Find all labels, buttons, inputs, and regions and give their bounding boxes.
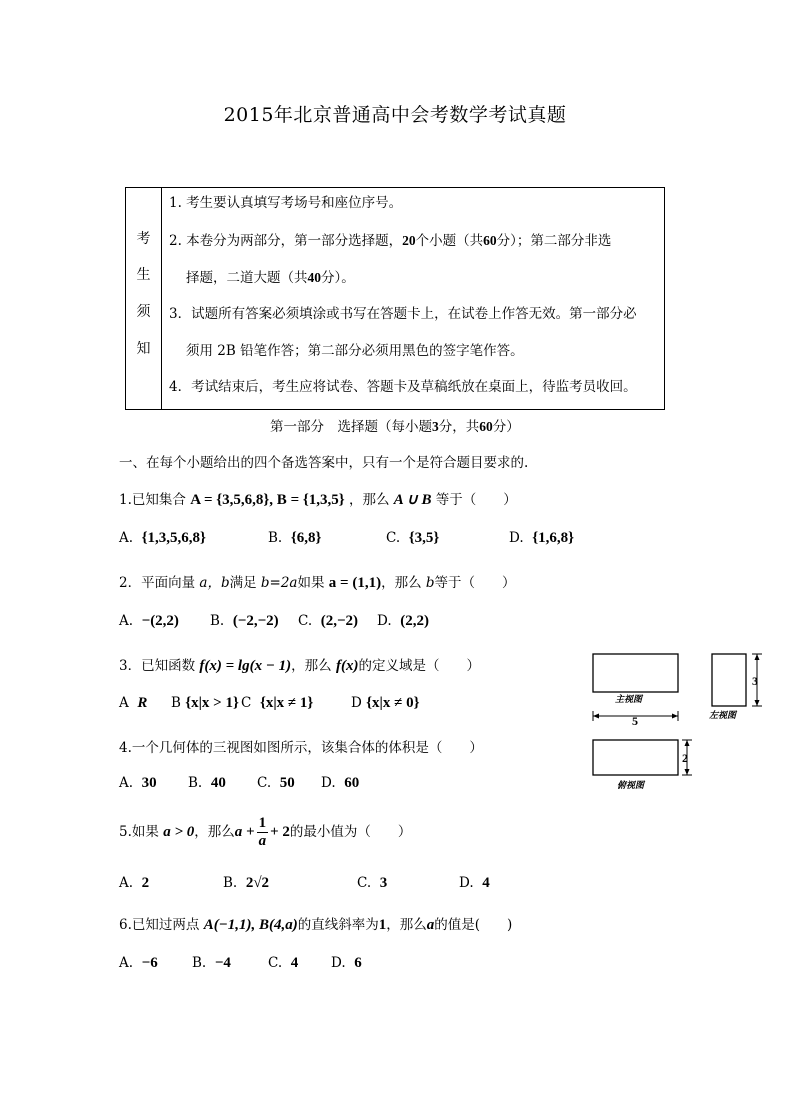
option (192, 955, 231, 972)
number: 20 (402, 233, 416, 248)
formula: a + (234, 824, 255, 840)
formula: b=2a (260, 575, 298, 591)
arrow-icon (755, 654, 760, 660)
question-5 (119, 815, 411, 850)
text: 等于（ ） (435, 492, 517, 508)
question-4: 4.一个几何体的三视图如图所示，该集合体的体积是（ ） (119, 740, 483, 756)
text: 的值是( ) (434, 917, 513, 933)
arrow-icon (685, 740, 690, 746)
option-label: D. (377, 613, 392, 629)
option (241, 695, 313, 712)
top-view-label: 俯视图 (617, 780, 645, 790)
option-value: 2 (141, 875, 150, 891)
side-view-rect (712, 654, 746, 706)
text: 2. 本卷分为两部分，第一部分选择题， (169, 233, 403, 249)
option (298, 613, 358, 630)
option-label: C. (268, 955, 283, 971)
option-label: C. (386, 530, 401, 546)
formula: a (426, 917, 435, 933)
number: 60 (479, 419, 493, 434)
option-label: A. (119, 775, 134, 791)
text: 如果 (297, 575, 325, 591)
formula: 1 (378, 917, 387, 933)
option-value: 40 (210, 775, 226, 791)
text: 第一部分 选择题（每小题 (270, 419, 432, 435)
option-value: {3,5} (408, 530, 440, 546)
text: 1.已知集合 (119, 492, 186, 508)
option (210, 613, 279, 630)
notice-item-2-cont (186, 266, 355, 286)
option-label: A. (119, 613, 134, 629)
option (377, 613, 429, 630)
notice-label-char: 知 (136, 341, 151, 357)
option-value: (−2,−2) (232, 613, 279, 629)
option-label: A. (119, 875, 134, 891)
option (331, 955, 362, 972)
formula: f(x) (335, 658, 359, 674)
option (268, 955, 298, 972)
option-label: D. (321, 775, 336, 791)
question-3 (119, 654, 480, 675)
text: 2．平面向量 (119, 575, 196, 591)
front-view-rect (593, 654, 678, 692)
section-instruction: 一、在每个小题给出的四个备选答案中，只有一个是符合题目要求的. (119, 455, 529, 471)
option-label: C. (298, 613, 313, 629)
text: 的最小值为（ ） (289, 824, 412, 840)
option-label: C. (357, 875, 372, 891)
formula: A(−1,1), B(4,a) (203, 917, 298, 933)
formula: A = {3,5,6,8}, B = {1,3,5} (190, 492, 345, 508)
option-label: B. (268, 530, 283, 546)
option (119, 955, 158, 972)
formula: b (425, 575, 435, 591)
option-value: {1,6,8} (532, 530, 575, 546)
text: 的定义域是（ ） (358, 658, 480, 674)
formula: A ∪ B (393, 492, 432, 508)
option-value: {x|x > 1} (185, 695, 239, 711)
notice-item-2 (169, 229, 611, 249)
notice-item-3-cont: 须用 2B 铅笔作答；第二部分必须用黑色的签字笔作答。 (186, 343, 524, 359)
option (119, 613, 179, 630)
arrow-icon (685, 769, 690, 775)
fraction-denominator: a (258, 833, 267, 849)
arrow-icon (755, 700, 760, 706)
formula: a = (1,1) (328, 575, 382, 591)
option (268, 530, 321, 547)
formula: + 2 (270, 824, 290, 840)
option-value: 3 (379, 875, 388, 891)
text: ，那么 (381, 575, 422, 591)
top-view-rect (593, 740, 678, 775)
question-1 (119, 488, 517, 509)
option-label: D (351, 695, 362, 711)
notice-label-char: 须 (136, 304, 151, 320)
arrow-icon (593, 714, 599, 719)
formula: a，b (199, 575, 230, 591)
text: ，那么 (386, 917, 427, 933)
text: ，那么 (194, 824, 235, 840)
width-dimension-label: 5 (632, 714, 638, 728)
option-value: (2,−2) (320, 613, 359, 629)
notice-label-column (126, 188, 162, 409)
option-label: B. (188, 775, 203, 791)
option (257, 775, 295, 792)
option-value: (2,2) (400, 613, 429, 629)
notice-label-char: 生 (136, 267, 151, 283)
option-value: −(2,2) (141, 613, 179, 629)
question-2 (119, 571, 516, 592)
option (119, 875, 149, 892)
option-value: 30 (141, 775, 157, 791)
text: 等于（ ） (434, 575, 516, 591)
text: ，那么 (348, 492, 390, 508)
option-value: {1,3,5,6,8} (141, 530, 206, 546)
option (119, 775, 157, 792)
number: 3 (432, 419, 439, 434)
option-value: 6 (354, 955, 362, 971)
text: 分） (492, 419, 520, 435)
option-value: R (137, 695, 148, 711)
option-value: {x|x ≠ 1} (259, 695, 314, 711)
text: 的直线斜率为 (297, 917, 379, 933)
option (357, 875, 387, 892)
formula: f(x) = lg(x − 1) (199, 658, 292, 674)
side-view-label: 左视图 (709, 710, 737, 720)
option-label: A. (119, 955, 134, 971)
notice-item-3: 3．试题所有答案必须填涂或书写在答题卡上，在试卷上作答无效。第一部分必 (169, 306, 637, 322)
option-label: A. (119, 530, 134, 546)
option-label: D. (509, 530, 524, 546)
option-label: D. (459, 875, 474, 891)
option (321, 775, 359, 792)
text: 5.如果 (119, 824, 159, 840)
option-label: A (119, 695, 129, 711)
height-dimension-label: 3 (752, 674, 758, 688)
fraction (257, 815, 269, 850)
option-value: −4 (214, 955, 231, 971)
option-value: 60 (344, 775, 360, 791)
option-label: B. (223, 875, 238, 891)
text: 3．已知函数 (119, 658, 196, 674)
option-value: 4 (290, 955, 299, 971)
text: 分）。 (321, 270, 355, 286)
option-value: −6 (141, 955, 158, 971)
option-label: D. (331, 955, 346, 971)
number: 60 (483, 233, 497, 248)
option (119, 530, 206, 547)
notice-label-char: 考 (136, 231, 151, 247)
notice-item-4: 4．考试结束后，考生应将试卷、答题卡及草稿纸放在桌面上，待监考员收回。 (169, 379, 637, 395)
option (509, 530, 574, 547)
option (351, 695, 419, 712)
option (119, 695, 147, 712)
section-heading (270, 415, 520, 435)
front-view-label: 主视图 (615, 694, 643, 704)
text: ，那么 (291, 658, 332, 674)
option (386, 530, 439, 547)
option (171, 695, 239, 712)
notice-item-1: 1. 考生要认真填写考场号和座位序号。 (169, 195, 403, 211)
notice-box (125, 187, 665, 410)
option-label: C (241, 695, 252, 711)
fraction-numerator: 1 (258, 815, 267, 831)
text: 个小题（共 (415, 233, 484, 249)
text: 满足 (229, 575, 257, 591)
three-view-figure (585, 648, 775, 798)
option-label: B (171, 695, 181, 711)
option (223, 875, 269, 892)
text: 择题，二道大题（共 (186, 270, 308, 286)
text: 分）；第二部分非选 (496, 233, 612, 249)
option-value: 4 (482, 875, 490, 891)
option (459, 875, 490, 892)
option-value: {x|x ≠ 0} (366, 695, 420, 711)
option-label: B. (210, 613, 225, 629)
text: 分，共 (438, 419, 480, 435)
formula: a > 0 (163, 824, 195, 840)
depth-dimension-label: 2 (682, 751, 688, 765)
option-label: B. (192, 955, 207, 971)
page-title: 2015年北京普通高中会考数学考试真题 (223, 104, 567, 126)
number: 40 (307, 270, 321, 285)
text: 6.已知过两点 (119, 917, 200, 933)
option-label: C. (257, 775, 272, 791)
option-value: 50 (279, 775, 295, 791)
option-value: 2√2 (245, 875, 270, 891)
question-6 (119, 913, 512, 934)
option-value: {6,8} (290, 530, 322, 546)
arrow-icon (672, 714, 678, 719)
option (188, 775, 226, 792)
